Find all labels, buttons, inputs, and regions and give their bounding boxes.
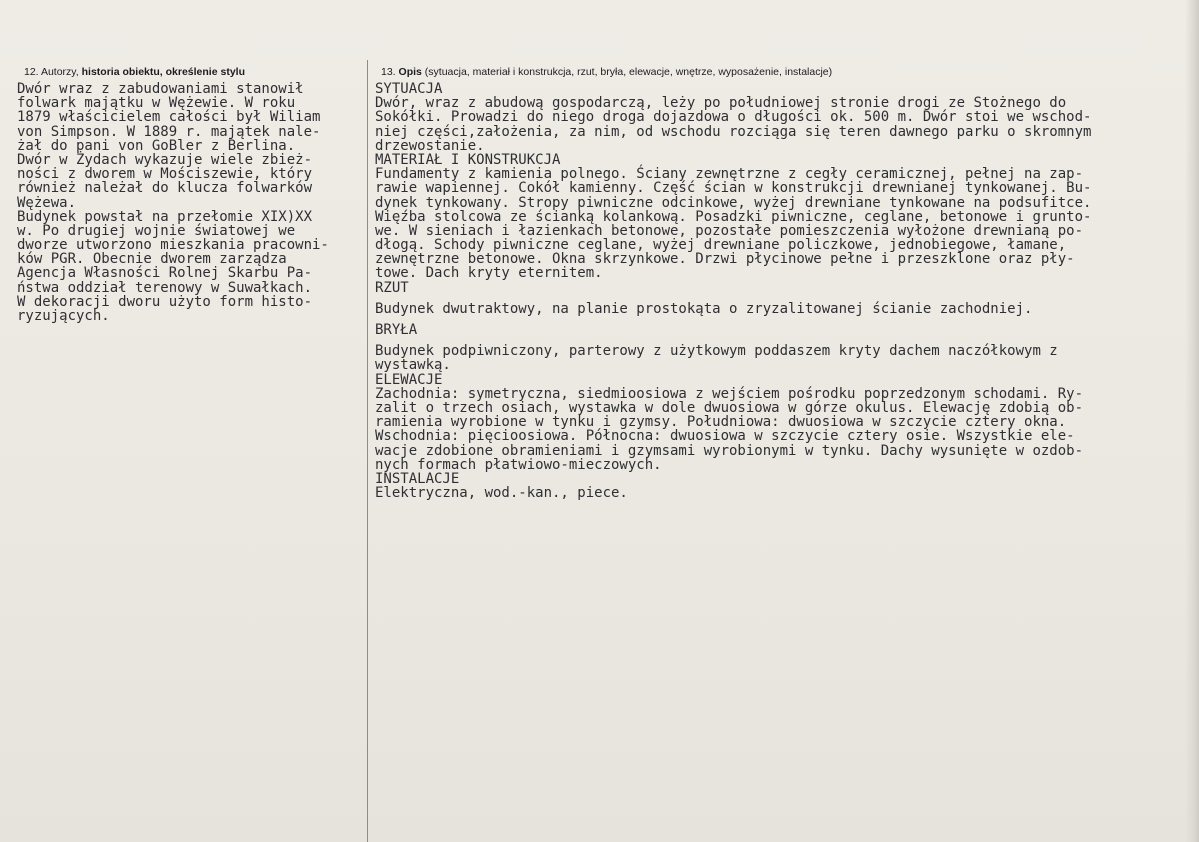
description-text-line: niej części,założenia, za nim, od wschodu rozciąga się teren dawnego parku o skromnym [375,123,1092,140]
history-text-line: Wężewa. [17,194,77,211]
description-text-line: Zachodnia: symetryczna, siedmioosiowa z wejściem pośrodku poprzedzonym schodami. Ry- [375,385,1084,402]
history-text-line: dworze utworzono mieszkania pracowni- [17,237,329,254]
history-text-line: ryzujących. [17,308,110,324]
description-text-line: RZUT [375,279,409,296]
column-divider [367,60,368,842]
left-header-number: 12. [24,66,39,78]
history-text-line: Dwór wraz z zabudowaniami stanowił [17,81,304,97]
description-text-line: Elektryczna, wod.-kan., piece. [375,485,628,502]
history-text-line: w. Po drugiej wojnie światowej we [17,222,296,239]
history-text-column [17,82,329,323]
right-column-header [381,66,832,78]
description-text-line: wacje zdobione obramieniami i gzymsami wyrobionymi w tynku. Dachy wysunięte w ozdob- [375,442,1084,459]
description-text-line: we. W sieniach i łazienkach betonowe, pozostałe pomieszczenia wyłożone drewnianą po- [375,222,1084,239]
history-text-line: von Simpson. W 1889 r. majątek nale- [17,123,321,140]
history-text-line: W dekoracji dworu użyto form histo- [17,293,313,310]
left-column-header [24,66,245,78]
right-header-text-b: (sytuacja, materiał i konstrukcja, rzut, bryła, elewacje, wnętrze, wyposażenie, instalacje) [424,66,833,78]
description-text-line: SYTUACJA [375,81,443,97]
history-text-line: Dwór w Żydach wykazuje wiele zbież- [17,151,313,168]
description-text-line: zewnętrzne betonowe. Okna skrzynkowe. Drzwi płycinowe pełne i przeszklone oraz pły- [375,251,1075,268]
description-text-line: Więźba stolcowa ze ścianką kolankową. Posadzki piwniczne, ceglane, betonowe i grunto- [375,208,1092,225]
description-text-line: ELEWACJE [375,371,443,388]
history-text-line: ństwa oddział terenowy w Suwałkach. [17,279,313,296]
history-text-line: ności z dworem w Mościszewie, który [17,166,313,183]
description-text-line: drzewostanie. [375,137,485,154]
history-text-line: 1879 właścicielem całości był Wiliam [17,109,321,126]
history-text-line: folwark majątku w Wężewie. W roku [17,95,296,112]
description-text-line: Wschodnia: pięcioosiowa. Północna: dwuosiowa w szczycie cztery osie. Wszystkie ele- [375,428,1075,445]
history-text-line: ków PGR. Obecnie dworem zarządza [17,251,287,268]
description-text-line: towe. Dach kryty eternitem. [375,265,603,282]
description-text-line: dłogą. Schody piwniczne ceglane, wyżej drewniane policzkowe, jednobiegowe, łamane, [375,237,1067,254]
description-text-line: ramienia wyrobione w tynku i gzymsy. Południowa: dwuosiowa w szczycie cztery okna. [375,414,1067,431]
description-text-line: Budynek dwutraktowy, na planie prostokąta o zryzalitowanej ścianie zachodniej. [375,300,1033,317]
right-header-number: 13. [381,66,396,78]
history-text-line: Agencja Własności Rolnej Skarbu Pa- [17,265,313,282]
description-text-line: Dwór, wraz z abudową gospodarczą, leży po południowej stronie drogi ze Stożnego do [375,95,1067,112]
description-text-column [375,82,1091,500]
description-text-line: nych formach płatwiowo-mieczowych. [375,456,662,473]
description-text-line: MATERIAŁ I KONSTRUKCJA [375,151,561,168]
description-text-line: BRYŁA [375,322,418,338]
description-text-line: Budynek podpiwniczony, parterowy z użytkowym poddaszem kryty dachem naczółkowym z [375,343,1058,360]
history-text-line: również należał do klucza folwarków [17,180,313,197]
description-text-line: zalit o trzech osiach, wystawka w dole dwuosiowa w górze okulus. Elewację zdobią ob- [375,399,1084,416]
left-header-text-b: historia obiektu, określenie stylu [81,66,245,78]
description-text-line: Fundamenty z kamienia polnego. Ściany zewnętrzne z cegły ceramicznej, pełnej na zap- [375,166,1084,183]
description-text-line: dynek tynkowany. Stropy piwniczne odcinkowe, wyżej drewniane tynkowane na podsufitce. [375,194,1092,211]
description-text-line: Sokółki. Prowadzi do niego droga dojazdowa o długości ok. 500 m. Dwór stoi we wschod- [375,109,1092,126]
description-text-line: wystawką. [375,357,451,374]
description-text-line: rawie wapiennej. Cokół kamienny. Część ścian w konstrukcji drewnianej tynkowanej. Bu- [375,180,1092,197]
sheet-edge [1185,0,1199,842]
right-header-text-a: Opis [398,66,422,78]
history-text-line: żał do pani von GoBler z Berlina. [17,137,296,154]
history-text-line: Budynek powstał na przełomie XIX)XX [17,208,313,225]
line-gap [375,316,1091,323]
description-text-line: INSTALACJE [375,470,460,487]
left-header-text-a: Autorzy, [40,66,79,78]
